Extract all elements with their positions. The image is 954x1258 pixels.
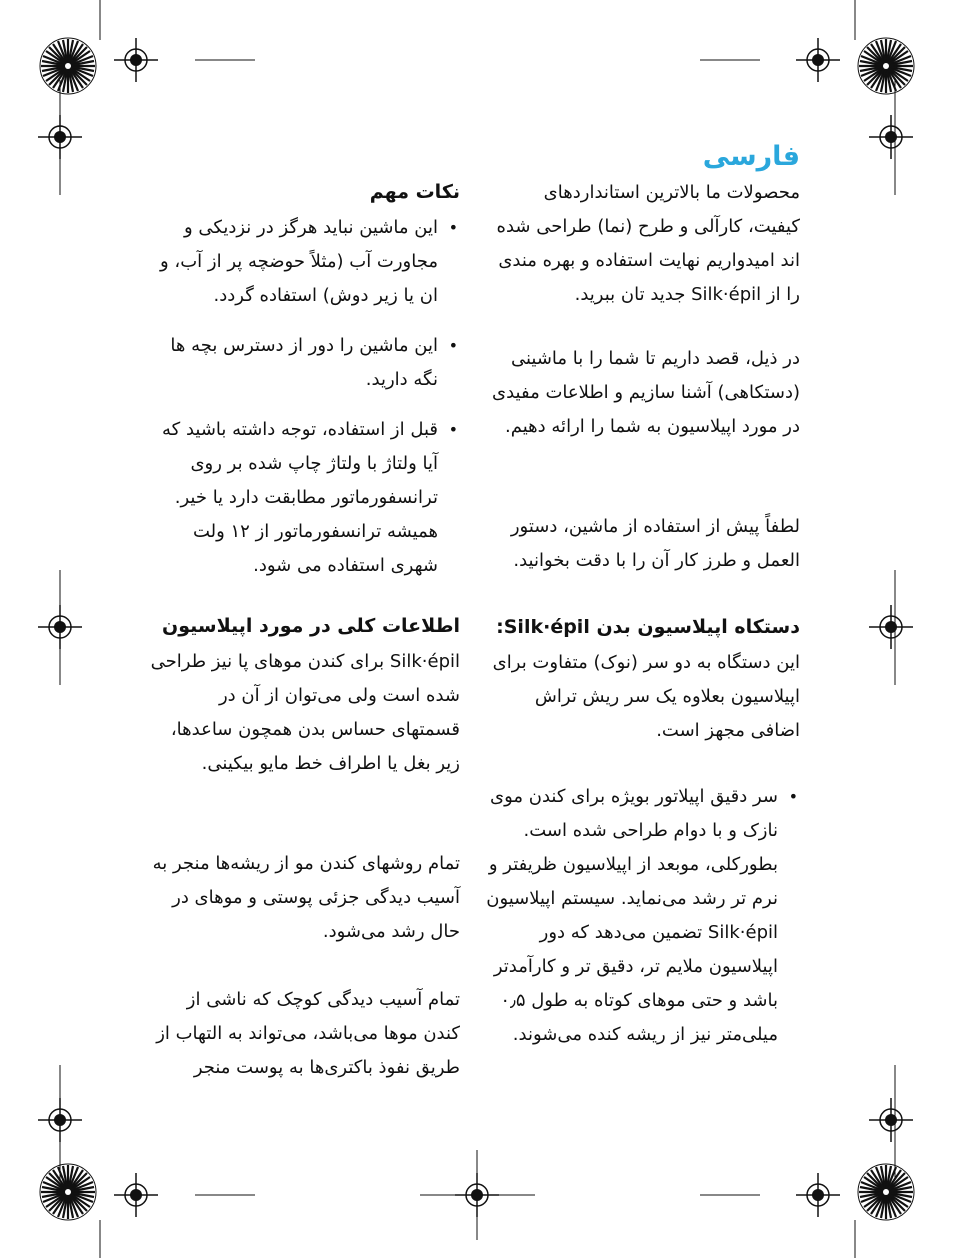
note-item: • این ماشین را دور از دسترس بچه ها نگه دارید. (150, 329, 460, 397)
notes-heading: نکات مهم (369, 181, 460, 203)
device-bullet: • سر دقیق اپیلاتور بویژه برای کندن موی نازک و با دوام طراحی شده است. بطورکلی، موبعد از اپیلاسیون ظریفتر و نرم تر رشد می‌نماید. سیستم اپیلاسیون Silk·épil تضمین می‌دهد که دور اپیلاسیون ملایم تر، دقیق تر و کارآمدتر باشد و حتی موهای کوتاه به طول ۰٫۵ میلی‌متر نیز از ریشه کنده می‌شوند. (486, 780, 800, 1052)
guide-paragraph: در ذیل، قصد داریم تا شما را با ماشینی (دستکاهی) آشنا سازیم و اطلاعات مفیدی در مورد اپیلاسیون به شما را ارائه دهیم. (492, 348, 800, 437)
note-item: • این ماشین نباید هرگز در نزدیکی و مجاورت آب (مثلاً حوضچه پر از آب، و ان یا زیر دوش) استفاده گردد. (150, 211, 460, 313)
device-heading: دستکاه اپیلاسیون بدن Silk·épil: (496, 616, 800, 638)
read-first-paragraph: لطفاً پیش از استفاده از ماشین، دستور العمل و طرز کار آن را با دقت بخوانید. (510, 516, 800, 571)
general-paragraph-1: Silk·épil برای کندن موهای پا نیز طراحی شده است ولی می‌توان از آن در قسمتهای حساس بدن همچون ساعدها، زیر بغل یا اطراف خط مایو بیکینی. (150, 651, 460, 774)
intro-paragraph: محصولات ما بالاترین استانداردهای کیفیت، کارآلی و طرح (نما) طراحی شده اند امیدواریم نهایت استفاده و بهره مندی را از Silk·épil جدید تان ببرید. (496, 182, 800, 305)
general-info-heading: اطلاعات کلی در مورد اپیلاسیون (162, 615, 460, 637)
general-paragraph-3: تمام آسیب دیدگی کوچک که ناشی از کندن موها می‌باشد، می‌تواند به التهاب از طریق نفوذ باکتری‌ها به پوست منجر (156, 989, 460, 1078)
general-paragraph-2: تمام روشهای کندن مو از ریشه‌ها منجر به آسیب دیدگی جزئی پوستی و موهای در حال رشد می‌شود. (152, 853, 460, 942)
device-paragraph: این دستگاه به دو سر (نوک) متفاوت برای اپیلاسیون بعلاوه یک سر ریش تراش اضافی مجهز است. (492, 652, 800, 741)
language-title: فارسی (702, 141, 800, 172)
note-item: • قبل از استفاده، توجه داشته باشید که آیا ولتاژ با ولتاژ چاپ شده بر روی ترانسفورماتور مطابقت دارد یا خیر. همیشه ترانسفورماتور از ۱۲ ولت شهری استفاده می شود. (150, 413, 460, 583)
